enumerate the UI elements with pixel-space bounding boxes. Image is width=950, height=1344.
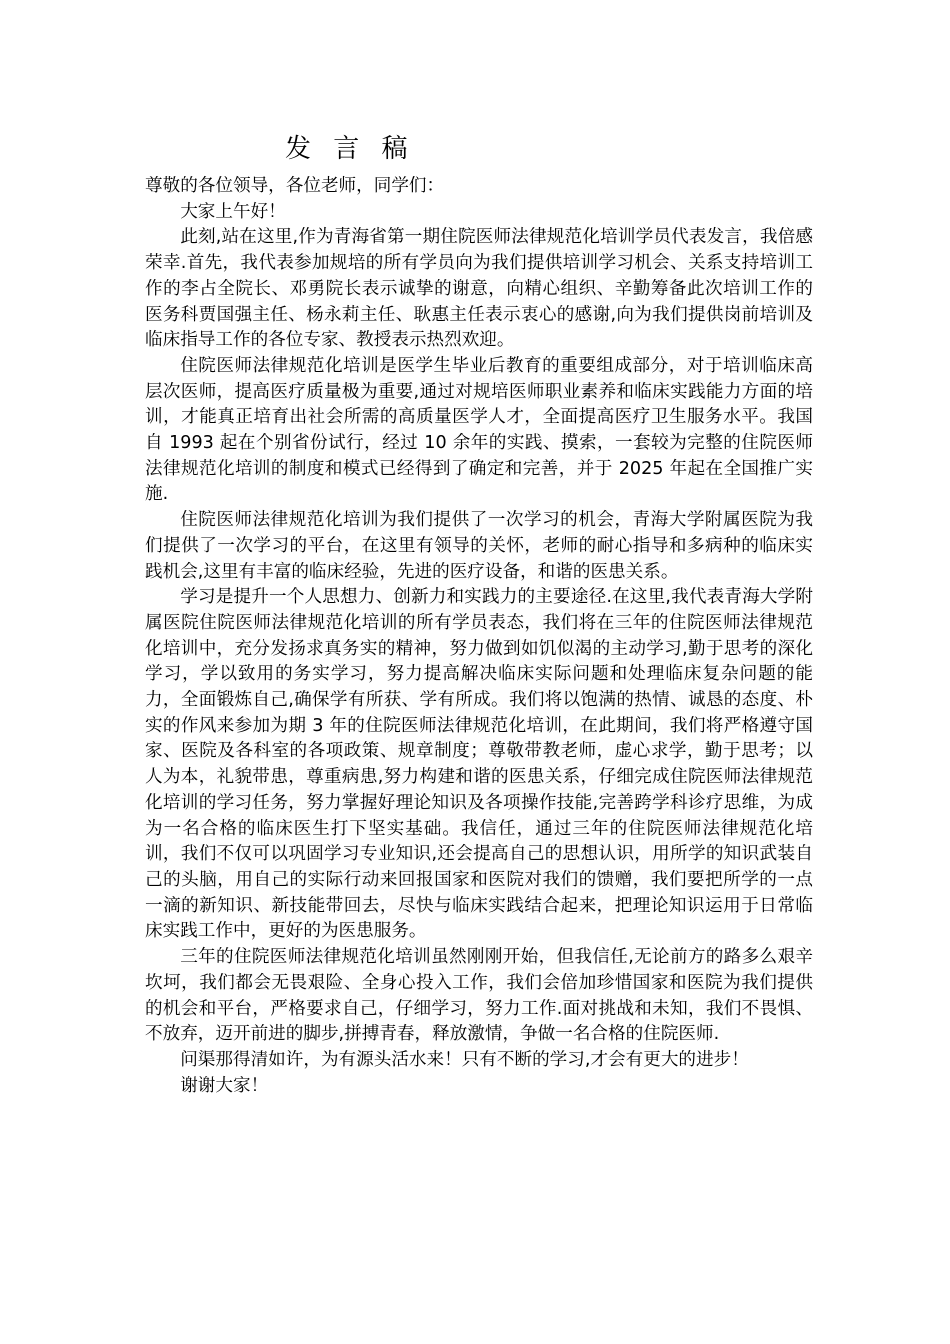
- document-title: 发 言 稿: [285, 134, 415, 164]
- salutation: 尊敬的各位领导，各位老师，同学们：: [145, 176, 445, 196]
- resolve-paragraph: 三年的住院医师法律规范化培训虽然刚刚开始，但我信任,无论前方的路多么艰辛坎坷，我们都会无畏艰险、全身心投入工作，我们会倍加珍惜国家和医院为我们提供的机会和平台，严格要求自己，仔细学习，努力工作.面对挑战和未知，我们不畏惧、不放弃，迈开前进的脚步,拼搏青春，释放激情，争做一名合格的住院医师.: [145, 947, 813, 1045]
- quote-paragraph: 问渠那得清如许，为有源头活水来！只有不断的学习,才会有更大的进步！: [180, 1049, 749, 1070]
- closing-paragraph: 谢谢大家！: [180, 1075, 269, 1096]
- commitment-paragraph: 学习是提升一个人思想力、创新力和实践力的主要途径.在这里,我代表青海大学附属医院住院医师法律规范化培训的所有学员表态，我们将在三年的住院医师法律规范化培训中，充分发扬求真务实的精神，努力做到如饥似渴的主动学习,勤于思考的深化学习，学以致用的务实学习，努力提高解决临床实际问题和处理临床复杂问题的能力，全面锻炼自己,确保学有所获、学有所成。我们将以饱满的热情、诚恳的态度、朴实的作风来参加为期 3 年的住院医师法律规范化培训，在此期间，我们将严格遵守国家、医院及各科室的各项政策、规章制度；尊敬带教老师，虚心求学，勤于思考；以人为本，礼貌带患，尊重病患,努力构建和谐的医患关系，仔细完成住院医师法律规范化培训的学习任务，努力掌握好理论知识及各项操作技能,完善跨学科诊疗思维，为成为一名合格的临床医生打下坚实基础。我信任，通过三年的住院医师法律规范化培训，我们不仅可以巩固学习专业知识,还会提高自己的思想认识，用所学的知识武装自己的头脑，用自己的实际行动来回报国家和医院对我们的馈赠，我们要把所学的一点一滴的新知识、新技能带回去，尽快与临床实践结合起来，把理论知识运用于日常临床实践工作中，更好的为医患服务。: [145, 587, 813, 942]
- opportunity-paragraph: 住院医师法律规范化培训为我们提供了一次学习的机会，青海大学附属医院为我们提供了一次学习的平台，在这里有领导的关怀，老师的耐心指导和多病种的临床实践机会,这里有丰富的临床经验，先进的医疗设备，和谐的医患关系。: [145, 510, 813, 582]
- greeting-paragraph: 大家上午好！: [180, 201, 286, 222]
- document-body: [145, 174, 813, 1099]
- opening-paragraph: 此刻,站在这里,作为青海省第一期住院医师法律规范化培训学员代表发言，我倍感荣幸.首先，我代表参加规培的所有学员向为我们提供培训学习机会、关系支持培训工作的李占全院长、邓勇院长表示诚挚的谢意，向精心组织、辛勤筹备此次培训工作的医务科贾国强主任、杨永莉主任、耿惠主任表示衷心的感谢,向为我们提供岗前培训及临床指导工作的各位专家、教授表示热烈欢迎。: [145, 227, 813, 351]
- background-paragraph: 住院医师法律规范化培训是医学生毕业后教育的重要组成部分，对于培训临床高层次医师，提高医疗质量极为重要,通过对规培医师职业素养和临床实践能力方面的培训，才能真正培育出社会所需的高质量医学人才，全面提高医疗卫生服务水平。我国自 1993 起在个别省份试行，经过 10 余年的实践、摸索，一套较为完整的住院医师法律规范化培训的制度和模式已经得到了确定和完善，并于 2025 年起在全国推广实施.: [145, 355, 813, 505]
